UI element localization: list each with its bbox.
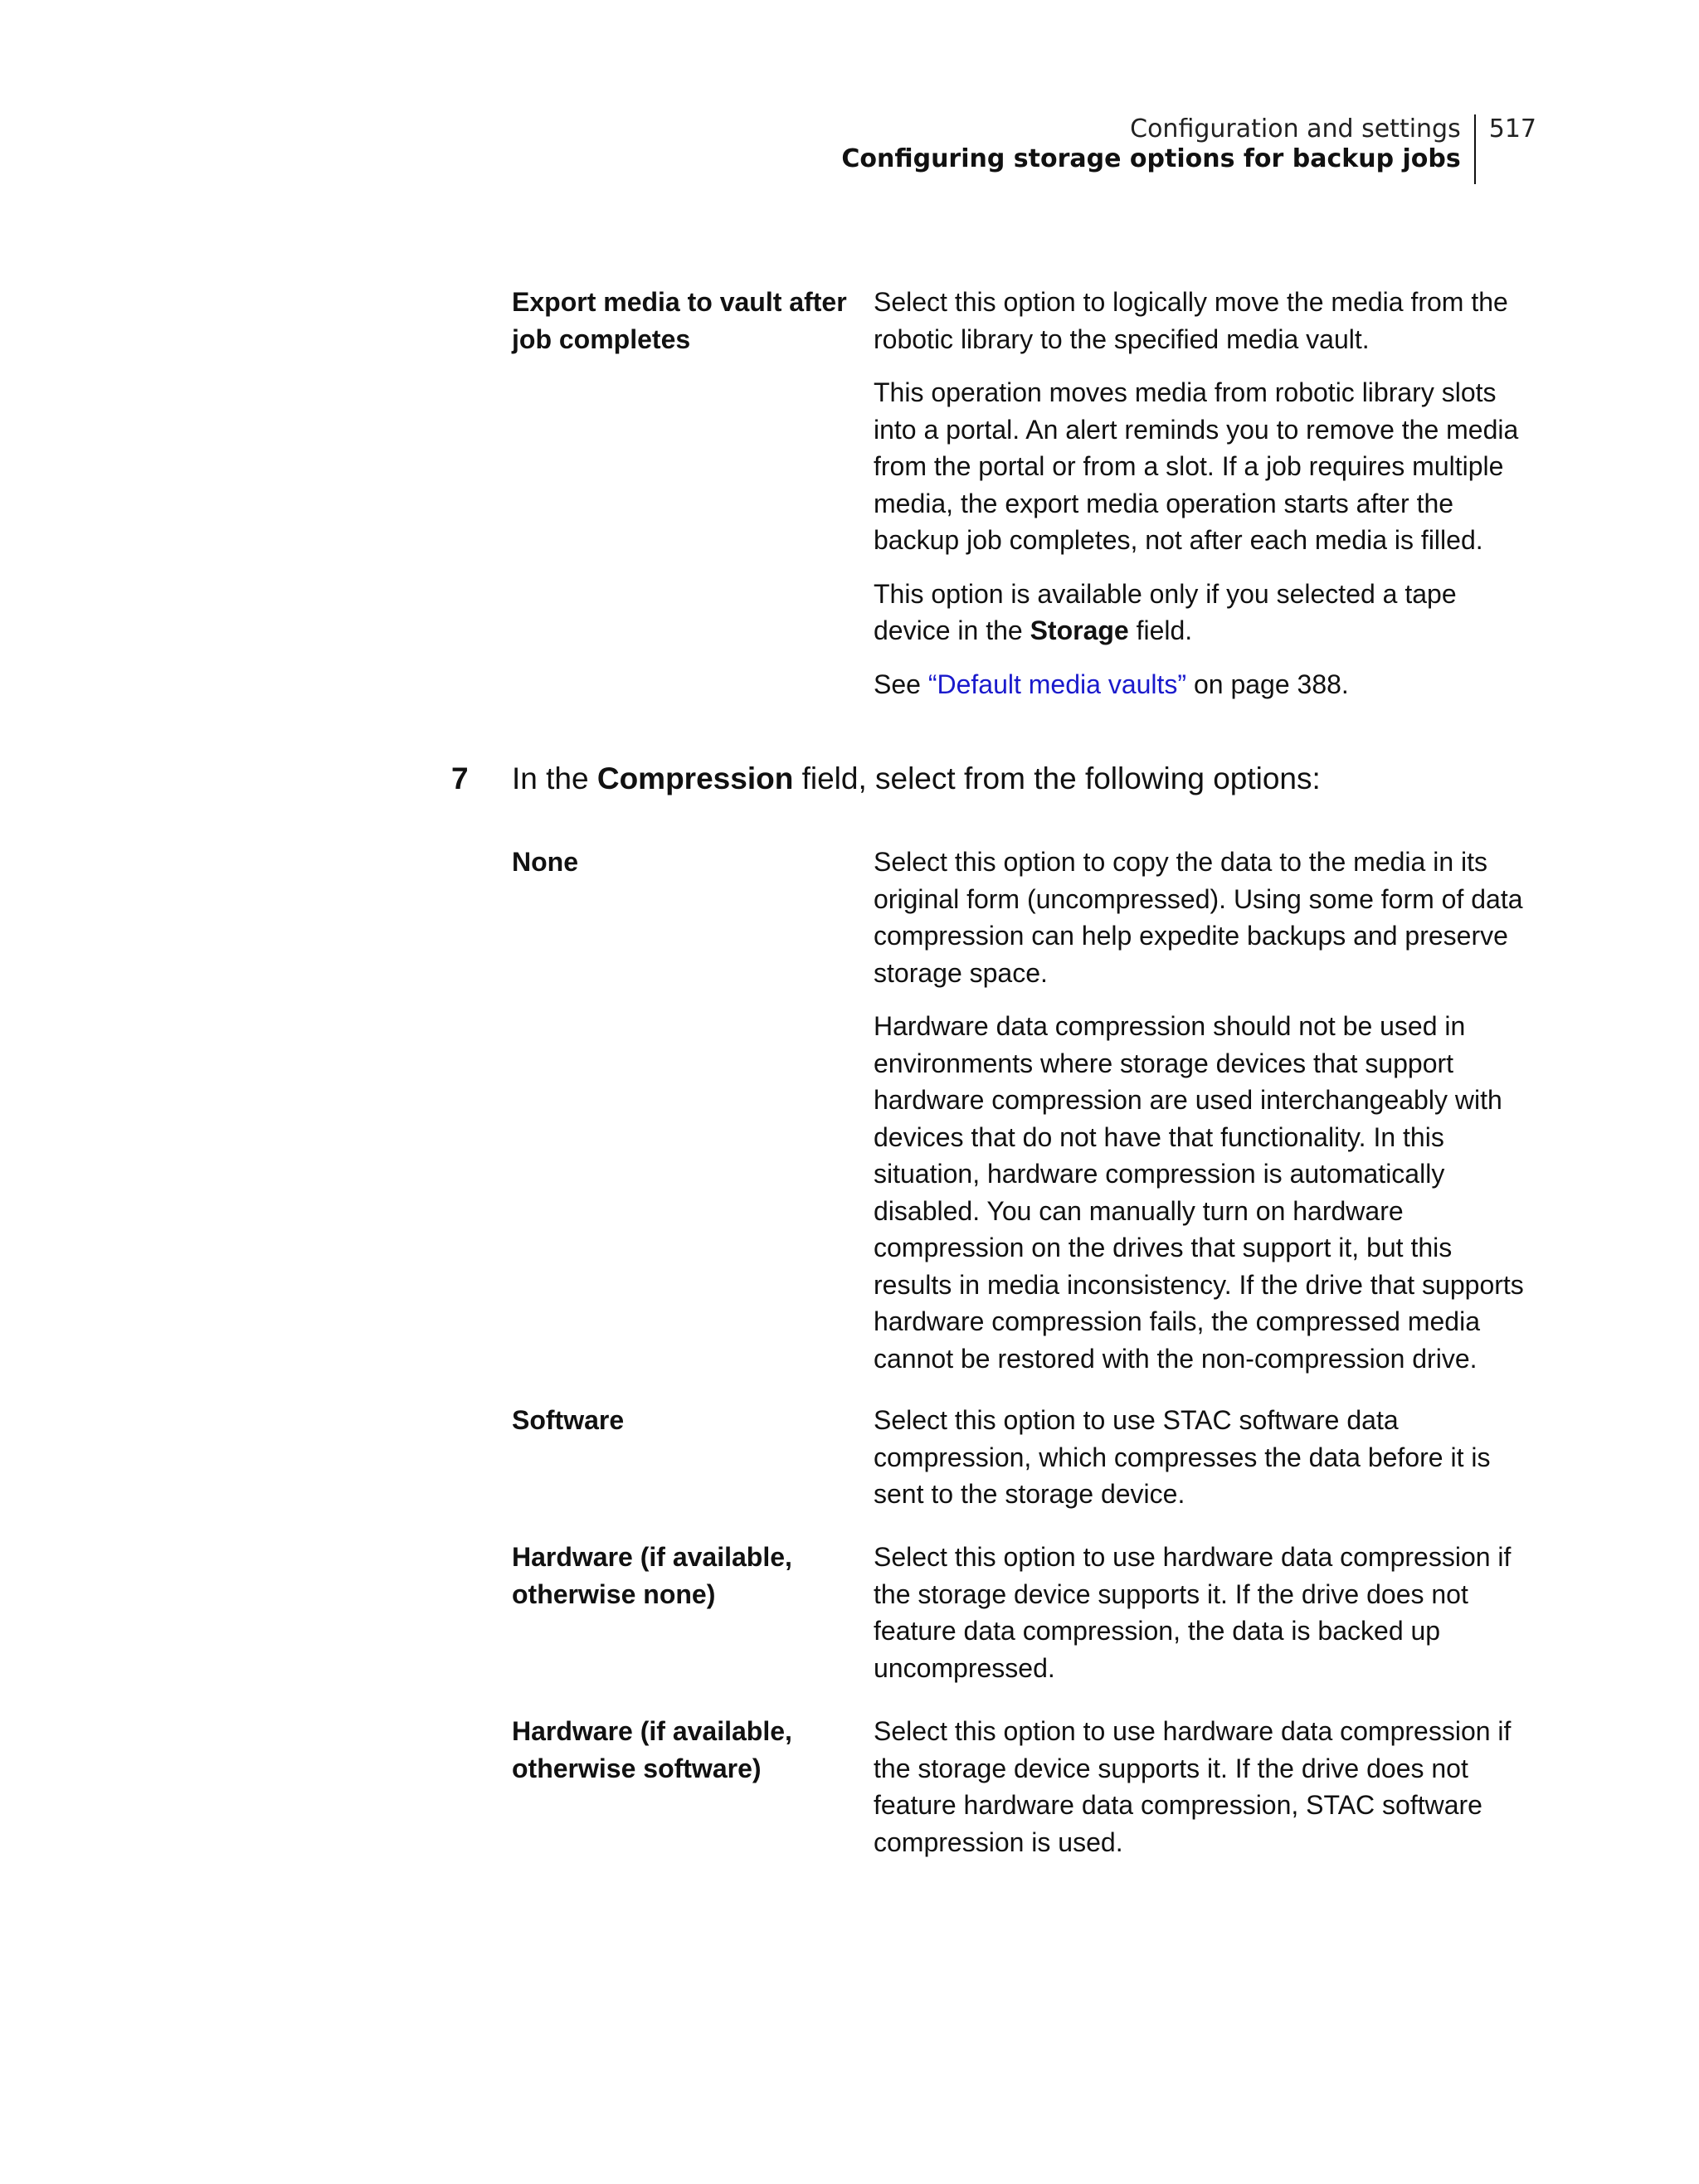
option-hardware-otherwise-software	[512, 1713, 1526, 1861]
description-paragraph: Hardware data compression should not be used in environments where storage devices that support hardware compression are used interchangeably with devices that do not have that functionality. In this situation, hardware compression is automatically disabled. You can manually turn on hardware compression on the drives that support it, but this results in media inconsistency. If the drive that supports hardware compression fails, the compressed media cannot be restored with the non-compression drive.	[874, 1011, 1524, 1374]
storage-field-name: Storage	[1030, 615, 1129, 645]
option-term: Software	[512, 1405, 625, 1435]
text-run: field.	[1128, 615, 1193, 645]
compression-field-name: Compression	[596, 761, 794, 795]
option-term: Hardware (if available, otherwise none)	[512, 1542, 792, 1609]
text-run: on page 388.	[1186, 669, 1349, 699]
option-description	[874, 284, 1526, 703]
page-number: 517	[1488, 114, 1536, 143]
option-description	[874, 844, 1526, 1377]
section-title: Configuring storage options for backup jobs	[841, 144, 1461, 173]
description-paragraph: Select this option to use hardware data compression if the storage device supports it. If the drive does not feature hardware data compression, STAC software compression is used.	[874, 1716, 1512, 1857]
option-export-media	[512, 284, 1526, 703]
running-header-titles	[841, 114, 1475, 184]
description-paragraph: Select this option to use STAC software data compression, which compresses the data before it is sent to the storage device.	[874, 1405, 1491, 1509]
option-description	[874, 1539, 1526, 1686]
option-description	[874, 1402, 1526, 1513]
text-run: This option is available only if you selected a tape device in the	[874, 578, 1457, 645]
option-term: Export media to vault after job completes	[512, 287, 847, 354]
text-run: See	[874, 669, 928, 699]
description-paragraph: Select this option to use hardware data compression if the storage device supports it. If the drive does not feature data compression, the data is backed up uncompressed.	[874, 1542, 1512, 1683]
description-paragraph: Select this option to copy the data to the media in its original form (uncompressed). Using some form of data compression can help expedite backups and preserve storage space.	[874, 847, 1523, 988]
option-none	[512, 844, 1526, 1377]
option-description	[874, 1713, 1526, 1861]
option-hardware-otherwise-none	[512, 1539, 1526, 1686]
option-term: None	[512, 847, 578, 877]
description-paragraph: This operation moves media from robotic library slots into a portal. An alert reminds you to remove the media from the portal or from a slot. If a job requires multiple media, the export media operation starts after the backup job completes, not after each media is filled.	[874, 377, 1519, 555]
description-paragraph: Select this option to logically move the media from the robotic library to the specified media vault.	[874, 287, 1508, 354]
step-7	[451, 758, 1530, 800]
step-text	[512, 758, 1321, 800]
default-media-vaults-link[interactable]: “Default media vaults”	[927, 669, 1187, 699]
chapter-title: Configuration and settings	[1130, 114, 1461, 143]
description-paragraph	[874, 576, 1526, 649]
text-run: In the	[512, 761, 597, 795]
cross-reference	[874, 666, 1526, 703]
option-term: Hardware (if available, otherwise software)	[512, 1716, 792, 1783]
text-run: field, select from the following options:	[793, 761, 1321, 795]
step-number: 7	[451, 761, 469, 795]
option-software	[512, 1402, 1526, 1513]
running-header	[841, 114, 1536, 184]
